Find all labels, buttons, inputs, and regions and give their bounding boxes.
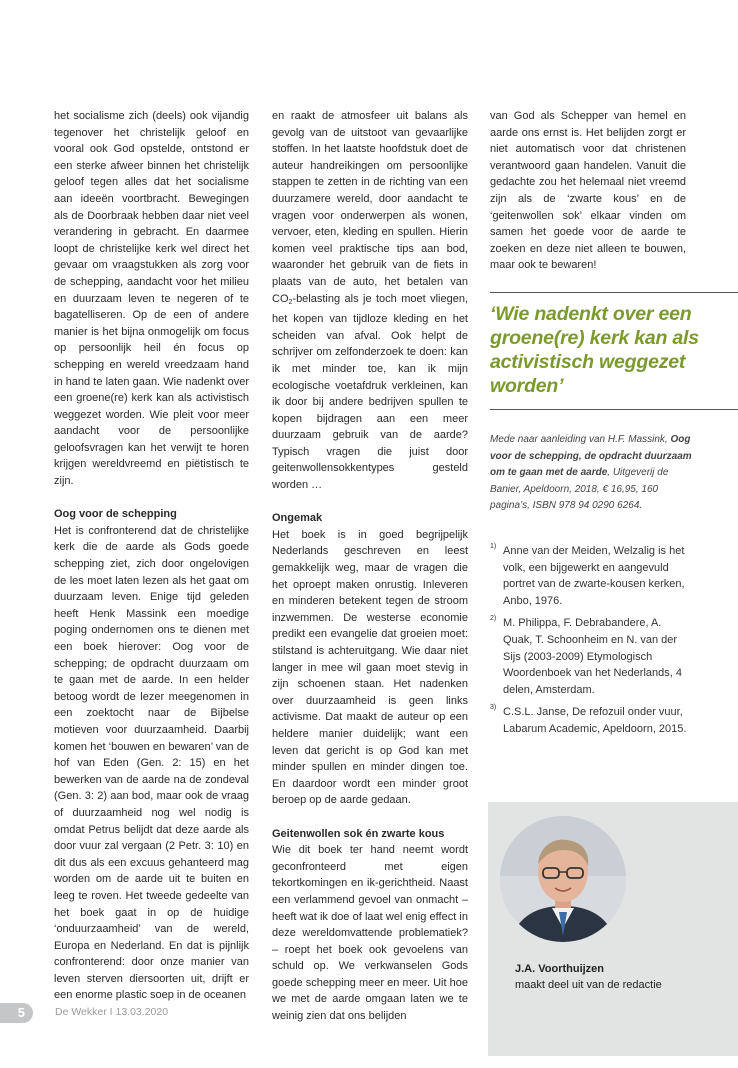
article-column-2 (272, 108, 468, 1025)
author-photo-icon (500, 816, 626, 942)
paragraph: Het boek is in goed begrijpelijk Nederlands geschreven en leest gemakkelijk weg, maar de vragen die het oproept maken onrustig. Inleveren en minderen betekent tegen de stroom inzwemmen. De westerse economie predikt een evangelie dat groeien moet: stilstand is achteruitgang. Wie daar niet langer in mee wil gaan moet stevig in zijn schoenen staan. Het nadenken over duurzaamheid is geen links activisme. Dat maakt de auteur op een heldere manier duidelijk; want een leven dat gericht is op God kan met minder spullen en minder dingen toe. En daardoor wordt een minder groot beroep op de aarde gedaan. (272, 528, 468, 807)
author-box (488, 802, 738, 1056)
section-heading: Oog voor de schepping (54, 508, 177, 521)
author-role: maakt deel uit van de redactie (515, 979, 662, 991)
footnote: 3) C.S.L. Janse, De refozuil onder vuur, Labarum Academic, Apeldoorn, 2015. (490, 704, 687, 735)
paragraph: van God als Schepper van hemel en aarde ons ernst is. Het belijden zorgt er niet automatisch voor dat christenen verantwoord gaan handelen. Vanuit die gedachte zou het helemaal niet vreemd zijn als de ‘zwarte kous’ en de ‘geitenwollen sok’ elkaar vinden om samen het goede voor de aarde te zoeken en deze niet alleen te bouwen, maar ook te bewaren! (490, 110, 686, 272)
page-number: 5 (0, 1003, 33, 1023)
footnote: 1) Anne van der Meiden, Welzalig is het volk, een bijgewerkt en aangevuld portret van de zwarte-kousen kerken, Anbo, 1976. (490, 543, 685, 607)
section-heading: Geitenwollen sok én zwarte kous (272, 827, 445, 840)
book-source: Mede naar aanleiding van H.F. Massink, Oog voor de schepping, de opdracht duurzaam om te gaan met de aarde, Uitgeverij de Banier, Apeldoorn, 2018, € 16,95, 160 pagina’s, ISBN 978 94 0290 6264. (490, 434, 692, 512)
article-column-3 (490, 108, 686, 274)
footnotes (490, 543, 690, 744)
pull-quote-text: ‘Wie nadenkt over een groene(re) kerk kan als activistisch weggezet worden’ (490, 303, 699, 397)
section-heading: Ongemak (272, 512, 323, 525)
paragraph: en raakt de atmosfeer uit balans als gevolg van de uitstoot van gevaarlijke stoffen. In het laatste hoofdstuk doet de auteur handreikingen om persoonlijke stappen te zetten in de richting van een duurzamere wereld, door aandacht te vragen voor onderwerpen als wonen, vervoer, eten, kleding en spullen. Hierin komen veel praktische tips aan bod, waaronder het gebruik van de fiets in plaats van de auto, het betalen van $CO_2$-belasting als je toch moet vliegen, het kopen van tijdloze kleding en het scheiden van afval. Ook helpt de schrijver om zelfonderzoek te doen: kan ik met minder toe, kan ik mijn ecologische voetafdruk verkleinen, kan ik door bij andere bedrijven spullen te kopen bijdragen aan een meer duurzaam gebruik van de aarde? Typisch vragen die juist door geitenwollensokkentypes gesteld worden … (272, 110, 468, 492)
footnote: 2) M. Philippa, F. Debrabandere, A. Quak, T. Schoonheim en N. van der Sijs (2003-2009) Etymologisch Woordenboek van het Nederlands, 4 delen, Amsterdam. (490, 615, 682, 696)
author-name: J.A. Voorthuijzen (515, 963, 605, 975)
article-column-1 (54, 108, 249, 1004)
paragraph: het socialisme zich (deels) ook vijandig tegenover het christelijk geloof en vooral ook God opstelde, ontstond er een sterke afweer binnen het christelijk geloof tegen alles dat het socialisme aan ideeën voortbracht. Bewegingen als de Doorbraak hebben daar niet veel verandering in gebracht. En daarmee loopt de christelijke kerk wel direct het gevaar om vraagstukken als zorg voor de schepping, aandacht voor het milieu en duurzaam leven te negeren of te bagatelliseren. Op de een of andere manier is het bijna onmogelijk om focus op persoonlijk heil én focus op schepping en wereld vreedzaam hand in hand te laten gaan. Wie nadenkt over een groene(re) kerk kan als activistisch weggezet worden. Wie pleit voor meer aandacht voor de persoonlijke geloofsvragen kan het verwijt te horen krijgen wereldvreemd en piëtistisch te zijn. (54, 110, 249, 488)
footer-text: De Wekker I 13.03.2020 (55, 1006, 169, 1018)
author-portrait (500, 816, 626, 942)
book-title: Oog voor de schepping, de opdracht duurzaam om te gaan met de aarde (490, 434, 692, 479)
paragraph: Het is confronterend dat de christelijke kerk die de aarde als Gods goede schepping ziet, zich door ongelovigen de les moet laten lezen als het gaat om duurzaam leven. Enige tijd geleden heeft Henk Massink een moedige poging ondernomen ons te dienen met een boek hierover: Oog voor de schepping; de opdracht duurzaam om te gaan met de aarde. In een helder betoog wordt de lezer meegenomen in een zoektocht naar de Bijbelse motieven voor duurzaamheid. Daarbij komen het ‘bouwen en bewaren’ van de hof van Eden (Gen. 2: 15) en het bewerken van de aarde na de zondeval (Gen. 3: 2) aan bod, maar ook de vraag of duurzaamheid nog wel nodig is omdat Petrus belijdt dat deze aarde als door vuur zal vergaan (2 Petr. 3: 10) en dit dus als een excuus gehanteerd mag worden om de aarde uit te buiten en leeg te roven. Het tweede gedeelte van het boek gaat in op de huidige ‘onduurzaamheid’ van de wereld, Europa en Nederland. En dat is pijnlijk confronterend: door onze manier van leven sterven diersoorten uit, drijft er een enorme plastic soep in de oceanen (54, 524, 249, 1002)
pull-quote (490, 292, 738, 410)
paragraph: Wie dit boek ter hand neemt wordt geconfronteerd met eigen tekortkomingen en ik-gerichtheid. Naast een verlammend gevoel van onmacht – heeft wat ik doe of laat wel enig effect in deze wereldomvattende problematiek? – roept het boek ook gevoelens van schuld op. We verkwanselen Gods goede schepping meer en meer. Uit hoe we met de aarde omgaan laten we te weinig zien dat ons belijden (272, 844, 468, 1023)
